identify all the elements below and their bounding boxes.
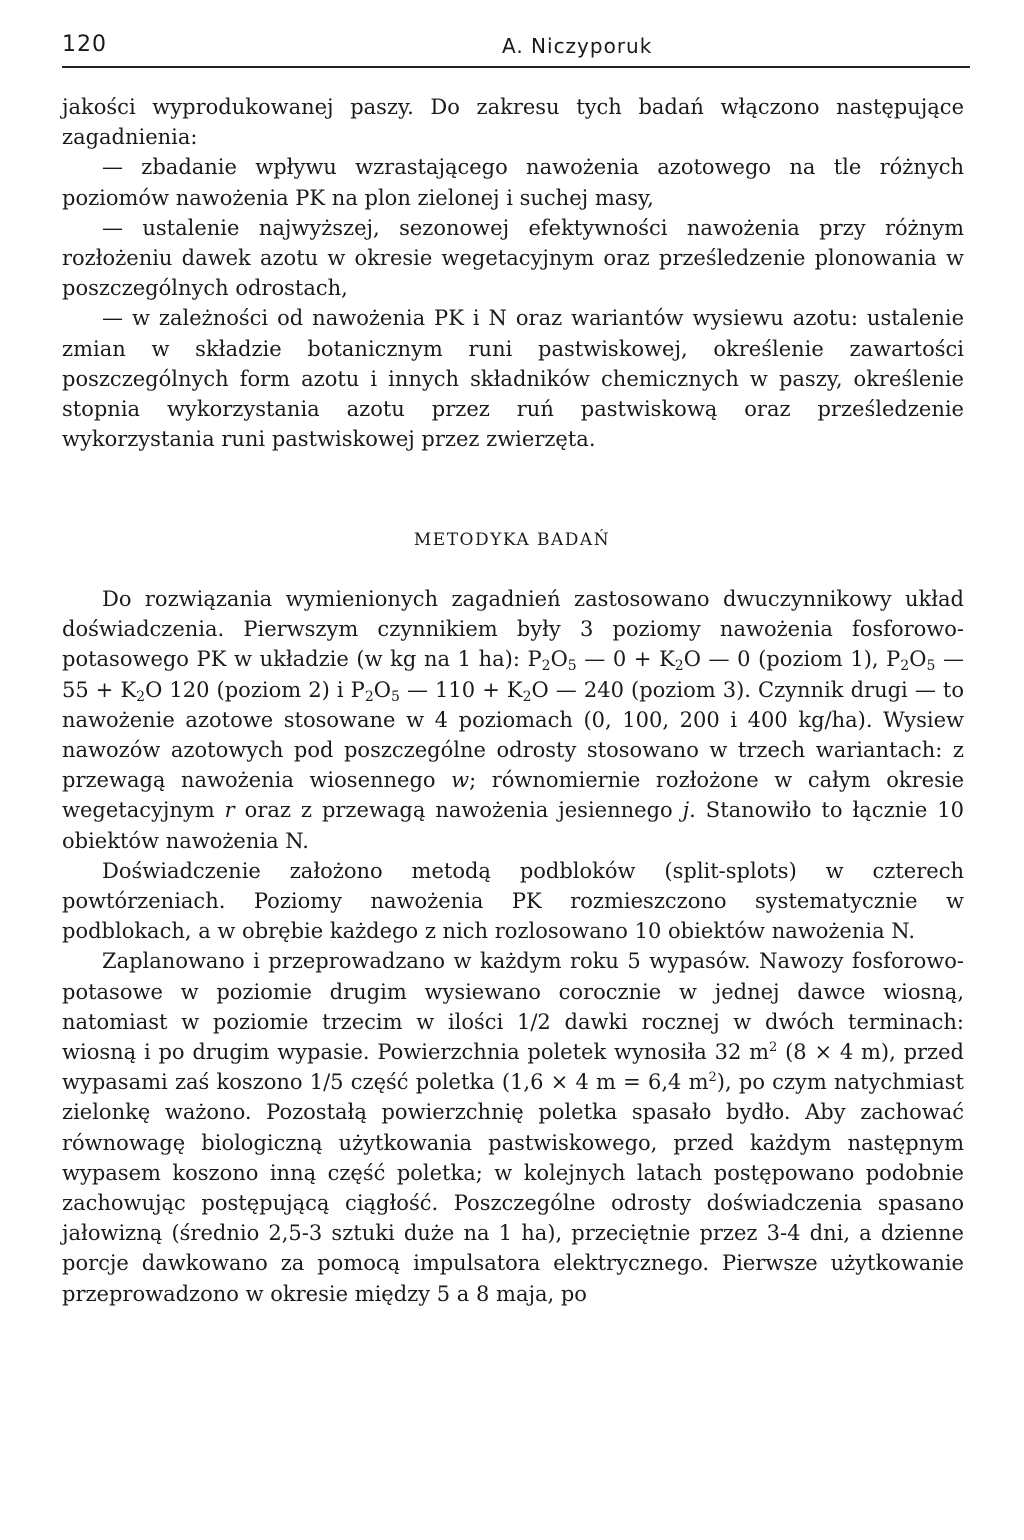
methods-paragraph-1: Do rozwiązania wymienionych zagadnień zastosowano dwuczynnikowy układ doświadczenia. Pierwszym czynnikiem były 3 poziomy nawożenia fosforowo-potasowego PK w układzie (w kg na 1 ha): $P_2O_5$ — $0 + K_2O$ — 0 (poziom 1), $P_2O_5$ — $55 + K_2O$ 120 (poziom 2) i $P_2O_5$ — $110 + K_2O$ — 240 (poziom 3). Czynnik drugi — to nawożenie azotowe stosowane w 4 poziomach (0, 100, 200 i 400 kg/ha). Wysiew nawozów azotowych pod poszczególne odrosty stosowano w trzech wariantach: z przewagą nawożenia wiosennego w; równomiernie rozłożone w całym okresie wegetacyjnym r oraz z przewagą nawożenia jesiennego j. Stanowiło to łącznie 10 obiektów nawożenia N. [62,587,964,853]
list-item-2: — ustalenie najwyższej, sezonowej efektywności nawożenia przy różnym rozłożeniu dawek azotu w okresie wegetacyjnym oraz prześledzenie plonowania w poszczególnych odrostach, [62,215,964,301]
intro-text [62,92,964,454]
methods-text [62,584,964,1309]
list-item-1: — zbadanie wpływu wzrastającego nawożenia azotowego na tle różnych poziomów nawożenia PK na plon zielonej i suchej masy, [62,155,964,210]
list-item-3: — w zależności od nawożenia PK i N oraz wariantów wysiewu azotu: ustalenie zmian w składzie botanicznym runi pastwiskowej, określenie zawartości poszczególnych form azotu i innych składników chemicznych w paszy, określenie stopnia wykorzystania azotu przez ruń pastwiskową oraz prześledzenie wykorzystania runi pastwiskowej przez zwierzęta. [62,306,964,452]
methods-paragraph-3: Zaplanowano i przeprowadzano w każdym roku 5 wypasów. Nawozy fosforowo-potasowe w poziomie drugim wysiewano corocznie w jednej dawce wiosną, natomiast w poziomie trzecim w ilości 1/2 dawki rocznej w dwóch terminach: wiosną i po drugim wypasie. Powierzchnia poletek wynosiła 32 $m^2$ (8 × 4 m), przed wypasami zaś koszono 1/5 część poletka (1,6 × 4 m = 6,4 $m^2$), po czym natychmiast zielonkę ważono. Pozostałą powierzchnię poletka spasało bydło. Aby zachować równowagę biologiczną użytkowania pastwiskowego, przed każdym następnym wypasem koszono inną część poletka; w kolejnych latach postępowano podobnie zachowując postępującą ciągłość. Poszczególne odrosty doświadczenia spasano jałowizną (średnio 2,5-3 sztuki duże na 1 ha), przeciętnie przez 3-4 dni, a dzienne porcje dawkowano za pomocą impulsatora elektrycznego. Pierwsze użytkowanie przeprowadzono w okresie między 5 a 8 maja, po [62,949,964,1306]
section-heading: METODYKA BADAŃ [413,530,611,550]
paragraph-continuation: jakości wyprodukowanej paszy. Do zakresu tych badań włączono następujące zagadnienia: [62,95,964,150]
methods-paragraph-2: Doświadczenie założono metodą podbloków (split-splots) w czterech powtórzeniach. Poziomy nawożenia PK rozmieszczono systematycznie w podblokach, a w obrębie każdego z nich rozlosowano 10 obiektów nawożenia N. [62,858,964,944]
running-author: A. Niczyporuk [502,34,653,58]
page-number: 120 [62,32,107,57]
running-header [62,30,970,68]
